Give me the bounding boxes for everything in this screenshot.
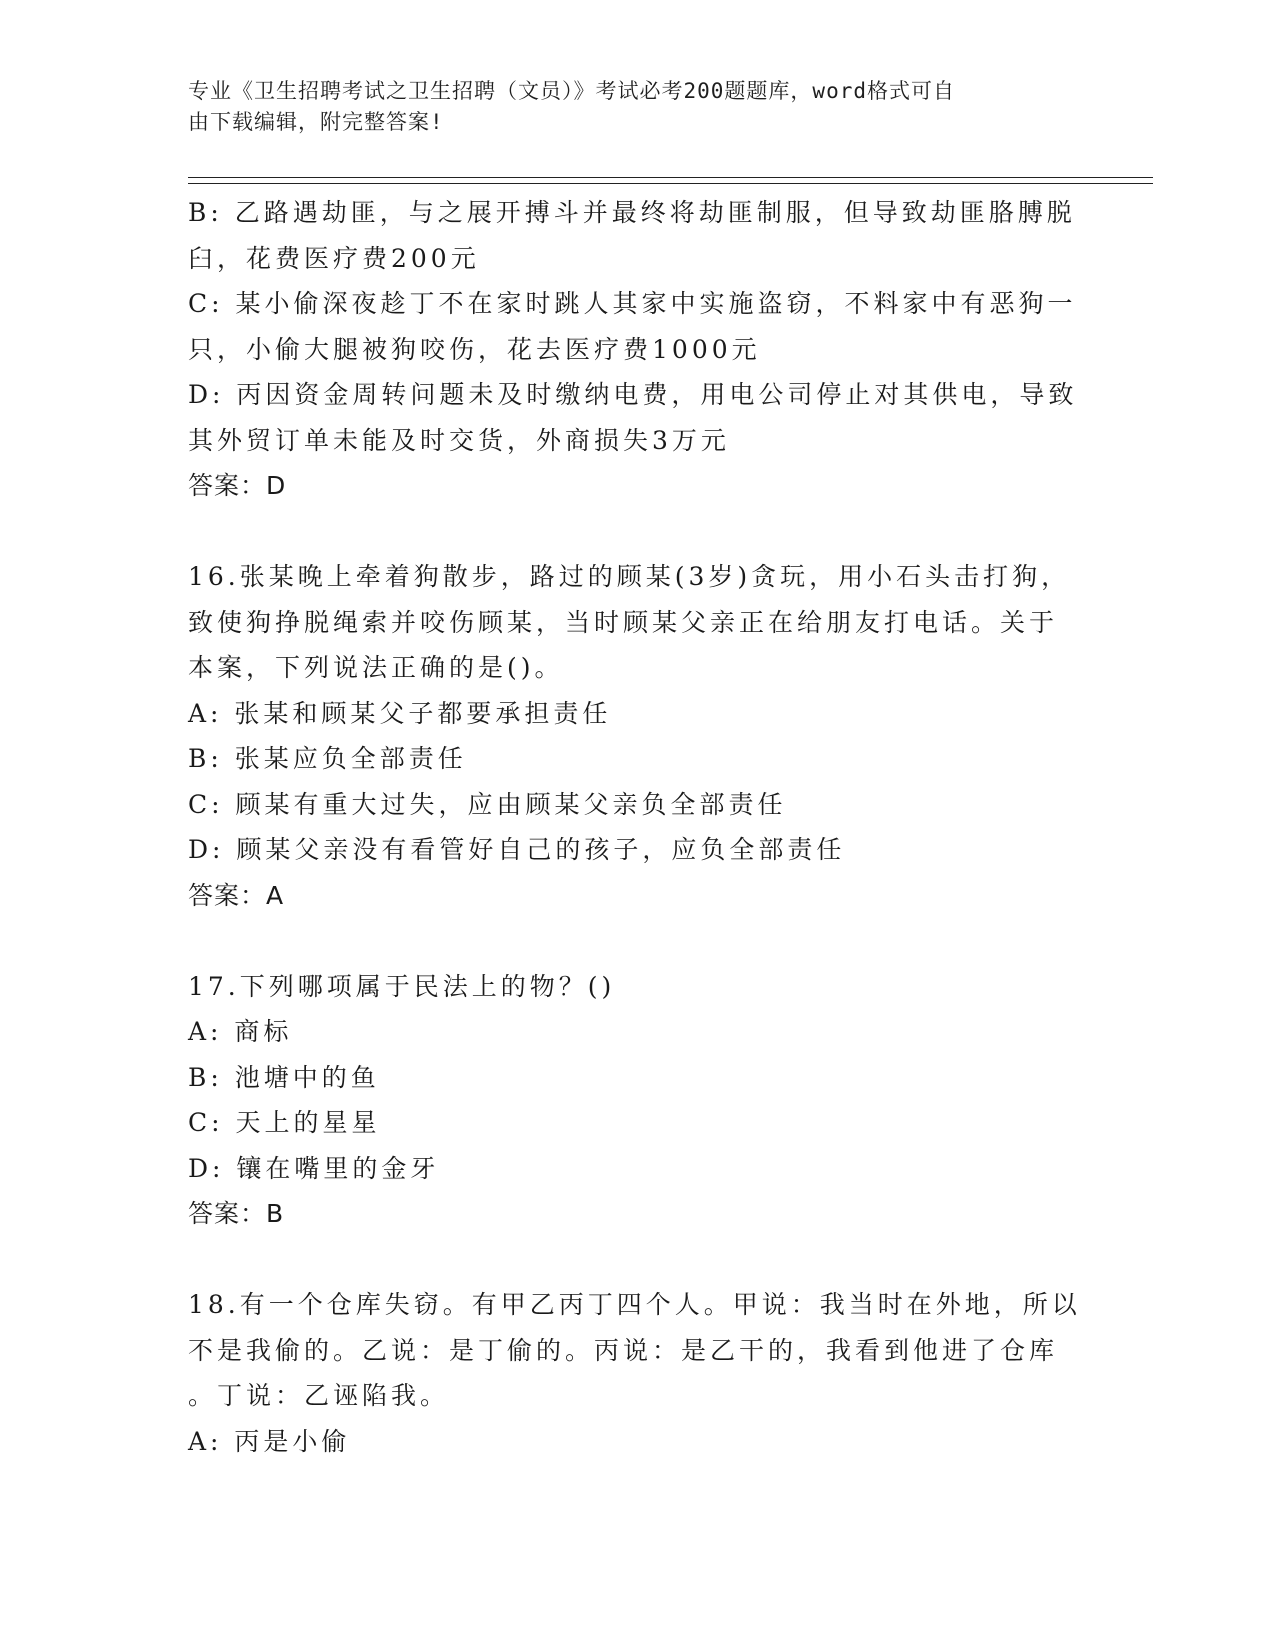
spacer — [188, 1237, 1088, 1283]
header-line-1: 专业《卫生招聘考试之卫生招聘（文员）》考试必考200题题库，word格式可自 — [188, 79, 955, 103]
option-d-line-1: D: 丙因资金周转问题未及时缴纳电费，用电公司停止对其供电，导致 — [188, 380, 1078, 409]
spacer — [188, 918, 1088, 964]
option-c: C: 天上的星星 — [188, 1108, 381, 1137]
header-line-2: 由下载编辑，附完整答案! — [188, 110, 444, 134]
option-d-line-2: 其外贸订单未能及时交货，外商损失3万元 — [188, 425, 730, 455]
option-b: B: 池塘中的鱼 — [188, 1062, 380, 1092]
option-d: D: 镶在嘴里的金牙 — [188, 1153, 440, 1183]
option-b-line-1: B: 乙路遇劫匪，与之展开搏斗并最终将劫匪制服，但导致劫匪胳膊脱 — [188, 198, 1076, 227]
question-list — [188, 190, 1088, 1464]
question-15-block — [188, 190, 1088, 509]
question-stem-line-1: 16.张某晚上牵着狗散步，路过的顾某(3岁)贪玩，用小石头击打狗， — [188, 562, 1071, 591]
option-a: A: 丙是小偷 — [188, 1426, 351, 1456]
question-17-block — [188, 964, 1088, 1237]
question-stem-line-1: 18.有一个仓库失窃。有甲乙丙丁四个人。甲说：我当时在外地，所以 — [188, 1290, 1081, 1319]
option-d: D: 顾某父亲没有看管好自己的孩子，应负全部责任 — [188, 835, 846, 864]
option-a: A: 商标 — [188, 1017, 293, 1046]
question-18-block — [188, 1282, 1088, 1464]
option-c-line-2: 只，小偷大腿被狗咬伤，花去医疗费1000元 — [188, 334, 761, 364]
question-stem: 17.下列哪项属于民法上的物？() — [188, 971, 616, 1001]
spacer — [188, 509, 1088, 555]
answer-label: 答案：A — [188, 880, 285, 910]
answer-label: 答案：B — [188, 1199, 285, 1228]
option-a: A: 张某和顾某父子都要承担责任 — [188, 698, 612, 728]
question-stem-line-2: 不是我偷的。乙说：是丁偷的。丙说：是乙干的，我看到他进了仓库 — [188, 1335, 1059, 1365]
question-stem-line-3: 本案，下列说法正确的是()。 — [188, 653, 564, 682]
header-divider-top — [188, 177, 1153, 178]
question-16-block — [188, 554, 1088, 918]
answer-label: 答案：D — [188, 471, 287, 500]
option-c: C: 顾某有重大过失，应由顾某父亲负全部责任 — [188, 789, 787, 819]
document-header — [188, 76, 1068, 138]
option-b: B: 张某应负全部责任 — [188, 744, 467, 773]
option-c-line-1: C: 某小偷深夜趁丁不在家时跳人其家中实施盗窃，不料家中有恶狗一 — [188, 289, 1077, 318]
header-divider-bottom — [188, 183, 1153, 184]
option-b-line-2: 臼，花费医疗费200元 — [188, 243, 480, 273]
question-stem-line-2: 致使狗挣脱绳索并咬伤顾某，当时顾某父亲正在给朋友打电话。关于 — [188, 607, 1059, 637]
question-stem-line-3: 。丁说：乙诬陷我。 — [188, 1381, 450, 1410]
